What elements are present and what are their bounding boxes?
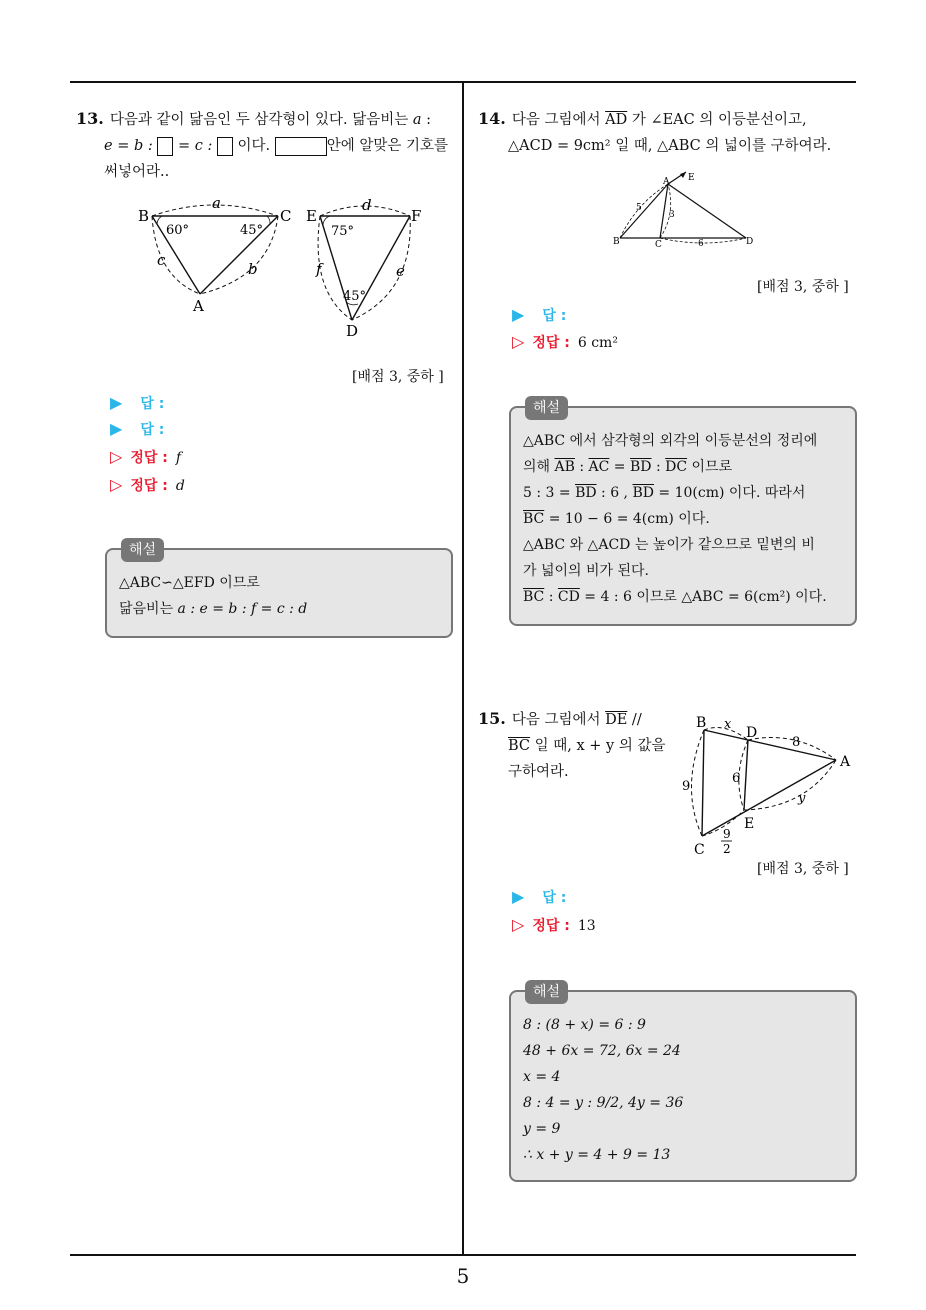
label-C: C [655, 240, 662, 250]
label-C: C [280, 207, 292, 225]
solution-tag: 해설 [525, 396, 568, 420]
blank-box-wide[interactable] [275, 137, 327, 156]
outline-play-icon: ▷ [110, 447, 123, 466]
bottom-rule [70, 1254, 856, 1256]
column-divider [462, 82, 464, 1255]
problem-number: 15. [478, 709, 506, 728]
problem-13-text: 13. 다음과 같이 닮음인 두 삼각형이 있다. 닮음비는 a : e = b : = c : 이다. 안에 알맞은 기호를 써넣어라.. [76, 109, 449, 180]
answer-13-2[interactable]: ▶ 답 : [110, 419, 165, 438]
label-E: E [306, 207, 317, 225]
label-y: y [798, 791, 806, 806]
problem-15-figure [676, 712, 862, 862]
sol-line: 8 : (8 + x) = 6 : 9 [523, 1017, 646, 1033]
label-A: A [193, 297, 204, 315]
angle-75: 75° [331, 224, 355, 239]
play-icon: ▶ [512, 887, 525, 906]
label-8: 8 [792, 735, 801, 750]
solution-15 [509, 984, 857, 1182]
label-D: D [746, 725, 758, 741]
label-E: E [688, 173, 695, 183]
play-icon: ▶ [512, 305, 525, 324]
correct-13-2: ▷ 정답 : d [110, 475, 185, 494]
outline-play-icon: ▷ [512, 332, 525, 351]
label-d: d [362, 196, 372, 214]
angle-45b: 45° [343, 289, 367, 304]
problem-13-figure [130, 192, 430, 342]
problem-15-text: 15. 다음 그림에서 $\overline{DE}$ // $\overline{BC}$ 일 때, x + y 의 값을 구하여라. [478, 709, 666, 780]
label-B: B [613, 237, 620, 247]
label-x: x [724, 717, 732, 732]
problem-14-figure [608, 168, 758, 254]
solution-14: 해설 △ABC 에서 삼각형의 외각의 이등분선의 정리에 의해 $\overline{AB}$ : $\overline{AC} = \overline{BD}$ : $\overline{DC}$ 이므로 5 : $3 = \overline{BD}$ : 6 , $\overline{BD} = 10(cm)$ 이다. 따라서 $\overline{BC} = 10 - 6 = 4(cm)$ 이다. △ABC 와 △ACD 는 높이가 같으므로 밑변의 비 가 넓이의 비가 된다. $\overline{BC}$ : $\overline{CD} = 4$ : 6 이므로 △ABC = 6(cm²) 이다. [509, 406, 857, 626]
label-C: C [694, 842, 705, 858]
score-13: [배점 3, 중하 ] [352, 369, 444, 385]
sol-line: 48 + 6x = 72, 6x = 24 [523, 1043, 681, 1059]
angle-45: 45° [240, 223, 264, 238]
sol-line: y = 9 [523, 1121, 561, 1137]
label-F: F [411, 207, 422, 225]
problem-number: 14. [478, 109, 506, 128]
outline-play-icon: ▷ [512, 915, 525, 934]
sol-line: x = 4 [523, 1069, 561, 1085]
answer-15[interactable]: ▶ 답 : [512, 887, 567, 906]
sol-line: ∴ x + y = 4 + 9 = 13 [523, 1147, 671, 1163]
correct-14: ▷ 정답 : 6 cm² [512, 332, 618, 351]
label-D: D [746, 237, 754, 247]
label-3: 3 [669, 210, 675, 220]
label-E: E [744, 816, 755, 832]
blank-box[interactable] [217, 137, 233, 156]
correct-15: ▷ 정답 : 13 [512, 915, 596, 934]
label-a: a [212, 194, 221, 212]
answer-14[interactable]: ▶ 답 : [512, 305, 567, 324]
label-9: 9 [682, 779, 691, 794]
correct-13-1: ▷ 정답 : f [110, 447, 182, 466]
label-f: f [316, 260, 322, 278]
problem-number: 13. [76, 109, 104, 128]
label-c: c [157, 251, 166, 269]
play-icon: ▶ [110, 419, 123, 438]
page-number: 5 [456, 1264, 470, 1288]
solution-tag: 해설 [121, 538, 164, 562]
label-6: 6 [698, 239, 704, 249]
label-A: A [840, 754, 851, 770]
angle-60: 60° [166, 223, 190, 238]
frac-num: 9 [723, 827, 731, 841]
solution-tag: 해설 [525, 980, 568, 1004]
play-icon: ▶ [110, 393, 123, 412]
label-6: 6 [732, 771, 741, 786]
sol-line: 8 : 4 = y : 9/2, 4y = 36 [523, 1095, 684, 1111]
solution-13: 해설 △ABC∽△EFD 이므로 닮음비는 a : e = b : f = c : d [105, 548, 453, 638]
label-b: b [248, 260, 258, 278]
label-A: A [663, 177, 670, 187]
label-D: D [346, 322, 359, 340]
blank-box[interactable] [157, 137, 173, 156]
label-B: B [696, 715, 707, 731]
answer-13-1[interactable]: ▶ 답 : [110, 393, 165, 412]
problem-14-text: 14. 다음 그림에서 $\overline{AD}$ 가 ∠EAC 의 이등분선이고, △ACD = 9cm² 일 때, △ABC 의 넓이를 구하여라. [478, 109, 832, 154]
frac-den: 2 [723, 842, 731, 856]
label-5: 5 [636, 203, 642, 213]
label-B: B [138, 207, 150, 225]
score-15: [배점 3, 중하 ] [757, 861, 849, 877]
score-14: [배점 3, 중하 ] [757, 279, 849, 295]
label-e: e [396, 262, 405, 280]
outline-play-icon: ▷ [110, 475, 123, 494]
